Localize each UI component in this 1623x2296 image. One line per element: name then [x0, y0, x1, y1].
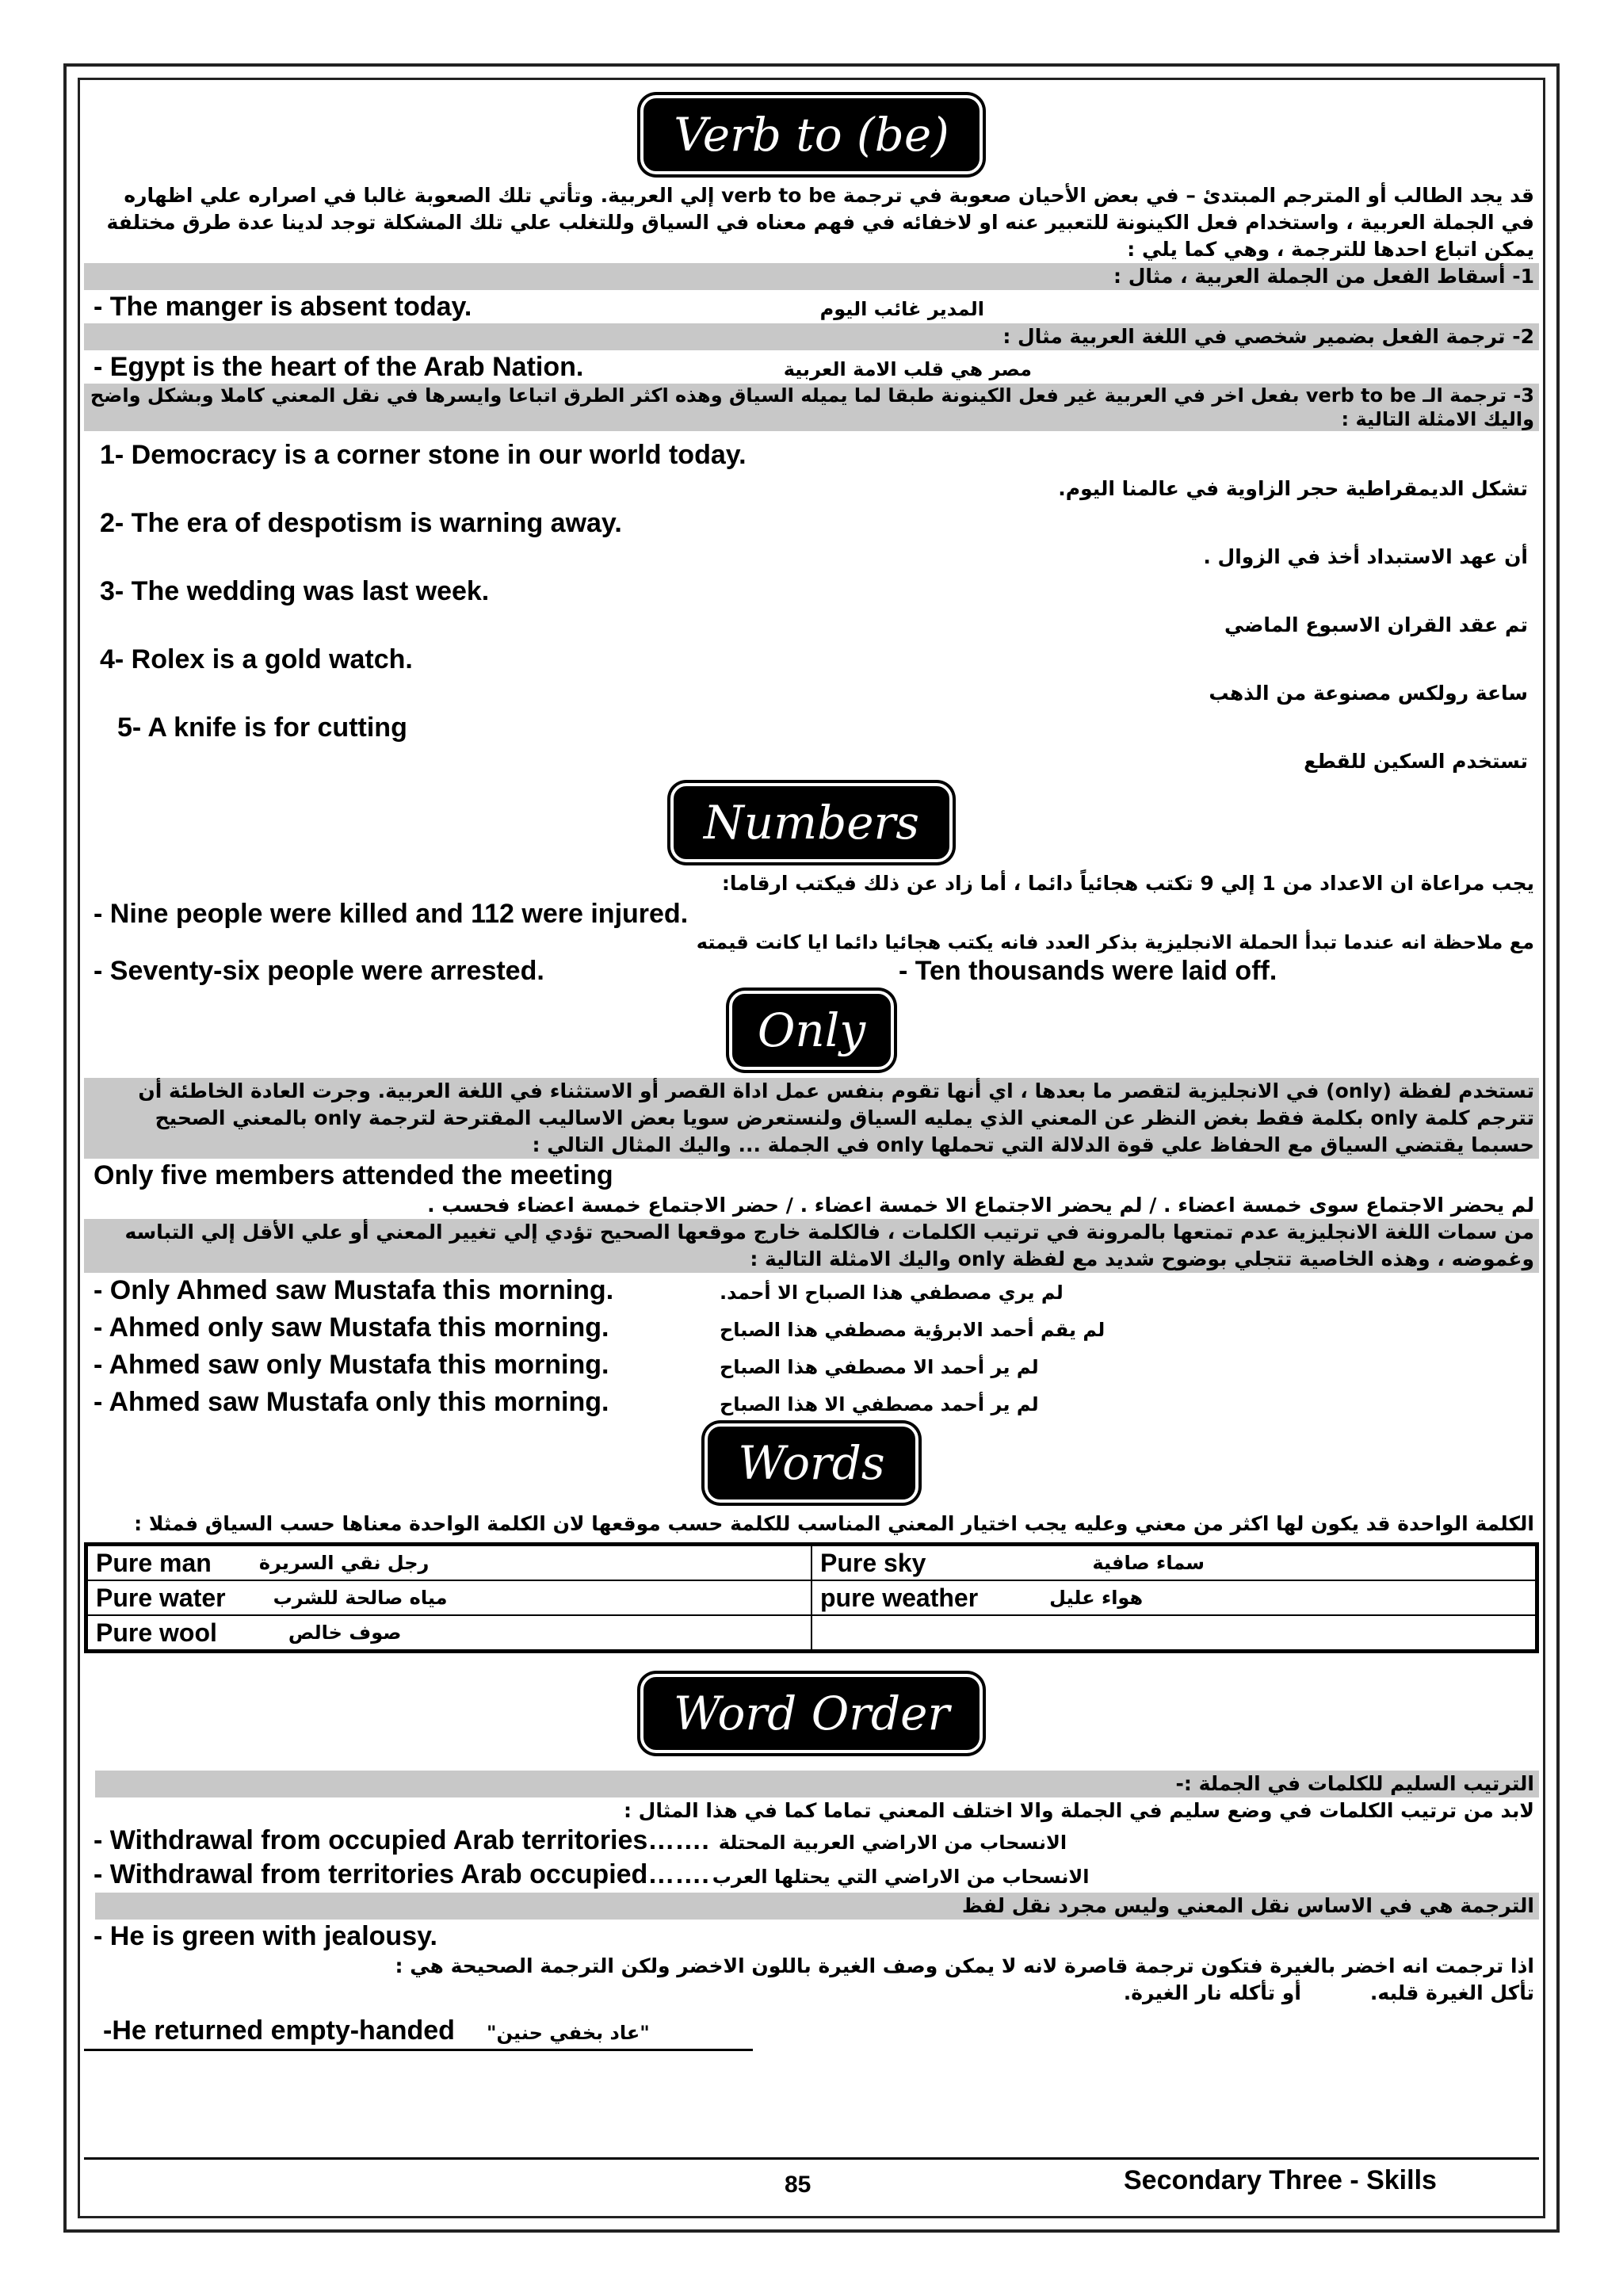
translation-heading: الترجمة هي في الاساس نقل المعني وليس مجرد نقل لفظ — [95, 1893, 1539, 1920]
word-order-example-1-ar: الانسحاب من الاراضي العربية المحتلة — [718, 1832, 1067, 1854]
word-order-example-1 — [84, 1824, 1539, 1859]
word-order-example-4-en: -He returned empty-handed — [103, 2015, 455, 2046]
only-sentence-ar: لم ير أحمد مصطفي الا هذا الصباح — [720, 1393, 1039, 1415]
only-sentence-en: - Ahmed saw only Mustafa this morning. — [94, 1350, 609, 1380]
method-2-example-en: - Egypt is the heart of the Arab Nation. — [94, 352, 584, 382]
word-ar: سماء صافية — [1092, 1552, 1205, 1574]
word-order-explanation: اذا ترجمت انه اخضر بالغيرة فتكون ترجمة قاصرة لانه لا يمكن وصف الغيرة باللون الاخضر ولكن الترجمة الصحيحة هي : — [395, 1954, 1534, 1977]
example-ar: ساعة رولكس مصنوعة من الذهب — [1209, 682, 1528, 705]
only-word-order-note: من سمات اللغة الانجليزية عدم تمتعها بالمرونة في ترتيب الكلمات ، فالكلمة خارج موقعها الصحيح تؤدي إلي تغيير المعني أو علي الأقل إلي التباسه وغموضه ، وهذه الخاصية تتجلي بوضوح شديد مع لفظة only واليك الامثلة التالية : — [84, 1219, 1539, 1273]
only-sentence-row — [84, 1347, 1539, 1385]
word-order-example-2-ar: الانسحاب من الاراضي التي يحتلها العرب — [712, 1866, 1090, 1888]
table-cell — [812, 1545, 1537, 1581]
only-intro: تستخدم لفظة (only) في الانجليزية لتقصر ما بعدها ، اي أنها تقوم بنفس عمل اداة القصر أو الاستثناء في اللغة العربية. وجرت العادة الخاطئة أن تترجم كلمة only بكلمة فقط بغض النظر عن المعني الذي يمليه السياق ولنستعرض سويا بعض الاساليب المقترحة لترجمة only بالمعني الصحيح حسبما يقتضي السياق مع الحفاظ علي قوة الدلالة التي تحملها only في الجملة ... واليك المثال التالي : — [84, 1078, 1539, 1159]
only-sentence-en: - Ahmed only saw Mustafa this morning. — [94, 1312, 609, 1343]
only-sentence-ar: لم ير أحمد الا مصطفي هذا الصباح — [720, 1356, 1039, 1378]
word-order-rule: لابد من ترتيب الكلمات في وضع سليم في الجملة والا اختلف المعني تماما كما في هذا المثال : — [623, 1799, 1534, 1822]
table-row — [86, 1615, 1537, 1652]
table-cell — [86, 1580, 812, 1615]
word-en: pure weather — [820, 1583, 979, 1612]
example-ar: تشكل الديمقراطية حجر الزاوية في عالمنا اليوم. — [1058, 477, 1528, 500]
word-order-example-4 — [84, 2015, 753, 2051]
verb-to-be-banner-wrap — [84, 98, 1539, 171]
word-en: Pure wool — [96, 1618, 217, 1647]
only-sentence-row — [84, 1273, 1539, 1310]
section-title-numbers: Numbers — [674, 786, 949, 859]
section-title-verb-to-be: Verb to (be) — [643, 98, 980, 171]
table-cell — [812, 1580, 1537, 1615]
section-title-word-order: Word Order — [643, 1677, 980, 1750]
only-sentences — [84, 1273, 1539, 1422]
word-ar: صوف خالص — [288, 1622, 402, 1644]
only-sentence-ar: لم يقم أحمد الابرؤية مصطفي هذا الصباح — [720, 1319, 1106, 1341]
word-en: Pure water — [96, 1583, 226, 1612]
example-en: 1- Democracy is a corner stone in our world today. — [100, 440, 747, 470]
example-en: 4- Rolex is a gold watch. — [100, 644, 413, 674]
table-cell — [812, 1615, 1537, 1652]
numbers-note: مع ملاحظة انه عندما تبدأ الحملة الانجليزية بذكر العدد فانه يكتب هجائيا دائما ايا كانت قيمته — [696, 931, 1534, 953]
words-intro: الكلمة الواحدة قد يكون لها اكثر من معني وعليه يجب اختيار المعني المناسب للكلمة حسب موقعها لان الكلمة الواحدة معناها حسب السياق فمثلا : — [134, 1512, 1534, 1535]
method-2-example-ar: مصر هي قلب الامة العربية — [783, 358, 1032, 380]
correct-translation: تأكل الغيرة قلبه. أو تأكله نار الغيرة. — [1123, 1981, 1534, 2004]
only-sentence-en: - Ahmed saw Mustafa only this morning. — [94, 1387, 609, 1417]
word-en: Pure sky — [820, 1548, 926, 1577]
section-title-only: Only — [732, 994, 891, 1067]
only-sentence-row — [84, 1310, 1539, 1347]
example-ar: تستخدم السكين للقطع — [1304, 750, 1528, 773]
example-en: 2- The era of despotism is warning away. — [100, 508, 622, 538]
method-1-example — [84, 290, 1539, 323]
word-order-example-1-en: - Withdrawal from occupied Arab territories……. — [94, 1825, 709, 1855]
example-ar: أن عهد الاستبداد أخذ في الزوال . — [1203, 545, 1528, 568]
word-order-heading: الترتيب السليم للكلمات في الجملة :- — [95, 1771, 1539, 1797]
table-cell — [86, 1615, 812, 1652]
section-title-words: Words — [708, 1427, 915, 1499]
word-order-example-3: - He is green with jealousy. — [94, 1921, 437, 1951]
verb-to-be-examples — [84, 437, 1539, 778]
method-1-example-en: - The manger is absent today. — [94, 292, 472, 322]
page-number: 85 — [785, 2172, 812, 2198]
only-example-ar: لم يحضر الاجتماع سوى خمسة اعضاء . / لم يحضر الاجتماع الا خمسة اعضاء . / حضر الاجتماع خمسة اعضاء فحسب . — [427, 1194, 1534, 1217]
footer-series-title: Secondary Three - Skills — [1124, 2165, 1437, 2195]
method-1-heading: 1- أسقاط الفعل من الجملة العربية ، مثال : — [84, 263, 1539, 290]
only-sentence-row — [84, 1385, 1539, 1422]
example-ar: تم عقد القران الاسبوع الماضي — [1224, 613, 1528, 636]
example-en: 5- A knife is for cutting — [117, 712, 407, 743]
words-banner-wrap — [84, 1427, 1539, 1499]
words-table — [84, 1542, 1539, 1653]
only-banner-wrap — [84, 994, 1539, 1067]
only-sentence-ar: لم يري مصطفي هذا الصباح الا أحمد. — [720, 1282, 1064, 1304]
only-example-en: Only five members attended the meeting — [94, 1160, 613, 1190]
word-order-example-2 — [84, 1859, 1539, 1893]
method-2-heading: 2- ترجمة الفعل بضمير شخصي في اللغة العربية مثال : — [84, 323, 1539, 350]
verb-to-be-intro: قد يجد الطالب أو المترجم المبتدئ – في بعض الأحيان صعوبة في ترجمة verb to be إلي العربية. وتأتي تلك الصعوبة غالبا في اصراره علي اظهاره في الجملة العربية ، واستخدام فعل الكينونة للتعبير عنه او لاخفائه في فهم معناه في السياق وللتغلب علي تلك المشكلة توجد لدينا عدة طرق مختلفة يمكن اتباع احدها للترجمة ، وهي كما يلي : — [106, 184, 1534, 261]
numbers-examples-row — [84, 954, 1539, 988]
numbers-banner-wrap — [84, 786, 1539, 859]
numbers-rule: يجب مراعاة ان الاعداد من 1 إلي 9 تكتب هجائياً دائما ، أما زاد عن ذلك فيكتب ارقاما: — [721, 872, 1534, 895]
example-en: 3- The wedding was last week. — [100, 576, 490, 606]
method-1-example-ar: المدير غائب اليوم — [819, 298, 984, 320]
table-row — [86, 1580, 1537, 1615]
word-order-example-2-en: - Withdrawal from territories Arab occupied……. — [94, 1859, 709, 1889]
numbers-example-3: - Ten thousands were laid off. — [899, 956, 1277, 986]
only-sentence-en: - Only Ahmed saw Mustafa this morning. — [94, 1275, 614, 1305]
word-order-banner-wrap — [84, 1677, 1539, 1750]
word-en: Pure man — [96, 1548, 212, 1577]
word-order-example-4-ar: "عاد بخفي حنين" — [486, 2022, 650, 2044]
page-content — [84, 84, 1539, 2051]
table-row — [86, 1545, 1537, 1581]
word-ar: رجل نقي السريرة — [258, 1552, 430, 1574]
footer-rule — [84, 2157, 1539, 2160]
table-cell — [86, 1545, 812, 1581]
word-ar: مياه صالحة للشرب — [273, 1587, 448, 1609]
word-ar: هواء عليل — [1049, 1587, 1144, 1609]
numbers-example-1: - Nine people were killed and 112 were injured. — [94, 899, 689, 929]
numbers-example-2: - Seventy-six people were arrested. — [94, 956, 544, 986]
method-2-example — [84, 350, 1539, 384]
method-3-heading: 3- ترجمة الـ verb to be بفعل اخر في العربية غير فعل الكينونة طبقا لما يميله السياق وهذه اكثر الطرق اتباعا وايسرها في نقل المعني كاملا وبشكل واضح واليك الامثلة التالية : — [84, 384, 1539, 431]
